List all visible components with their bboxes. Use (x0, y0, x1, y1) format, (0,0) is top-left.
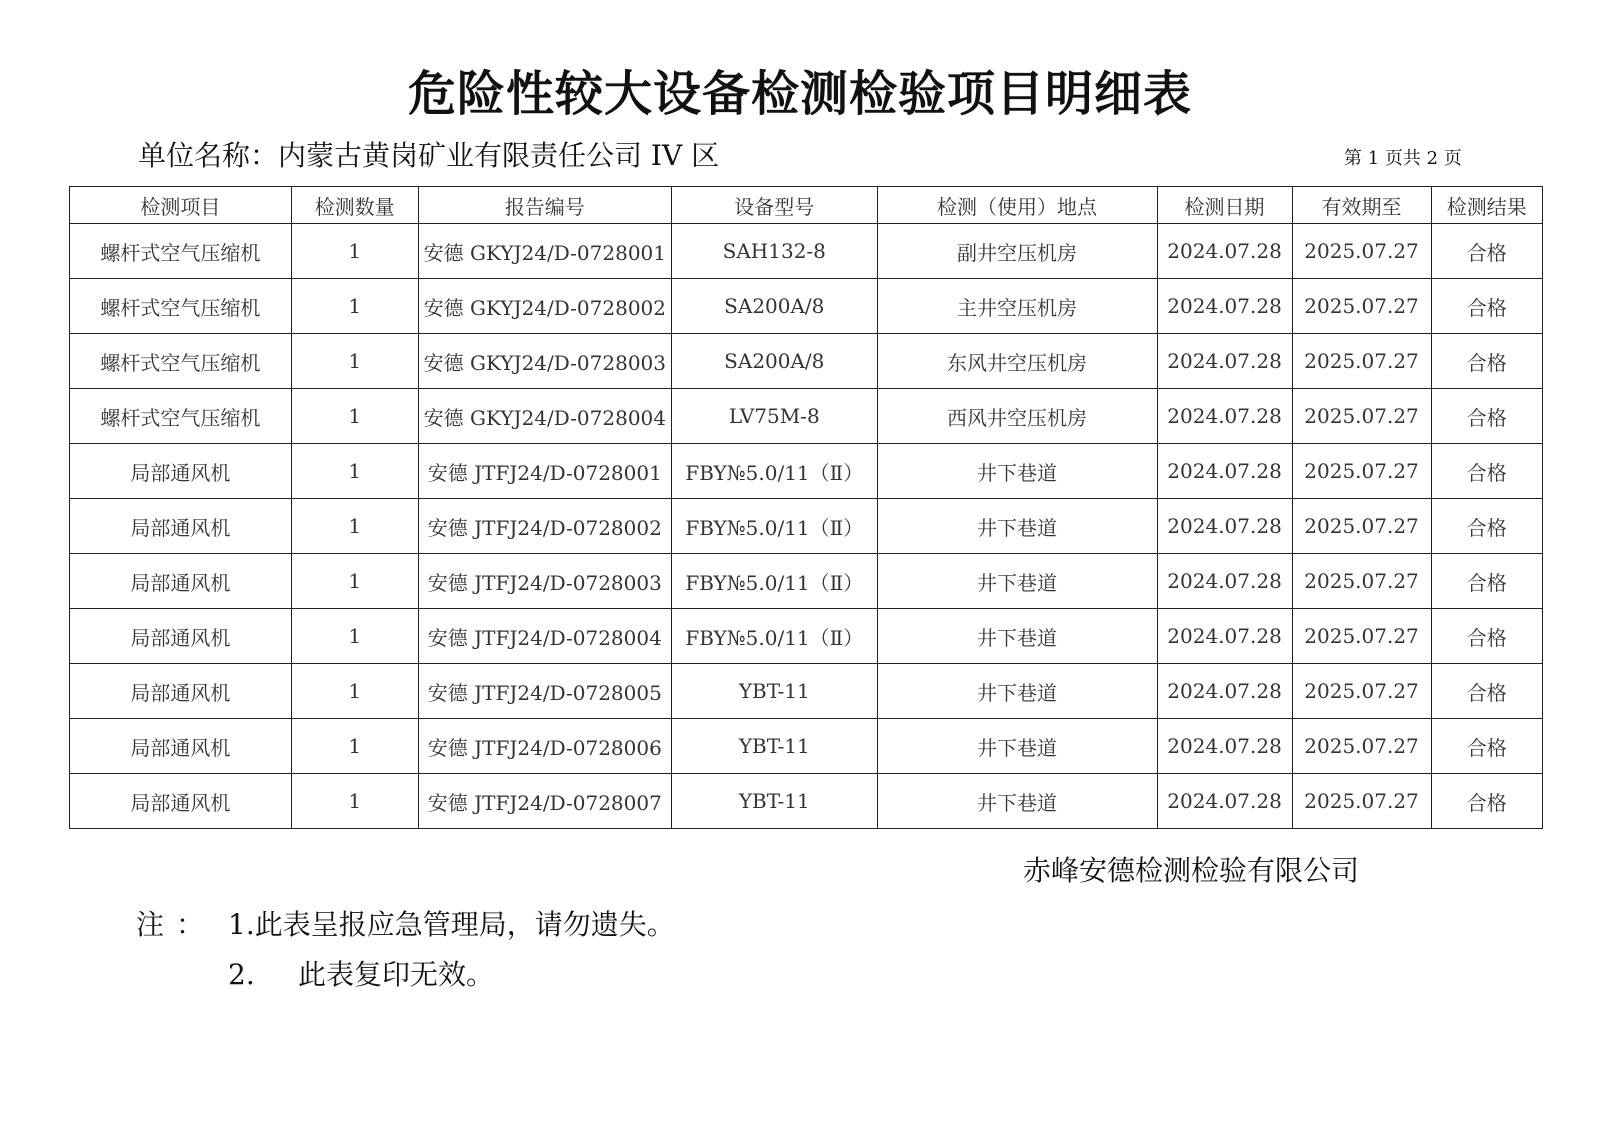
cell-quantity: 1 (291, 279, 418, 334)
table-row (70, 609, 1543, 664)
cell-report-number: 安德 JTFJ24/D-0728002 (418, 499, 672, 554)
cell-item: 局部通风机 (70, 499, 292, 554)
cell-report-number: 安德 JTFJ24/D-0728003 (418, 554, 672, 609)
cell-equipment-model: YBT-11 (672, 664, 877, 719)
cell-item: 局部通风机 (70, 664, 292, 719)
table-row (70, 774, 1543, 829)
cell-equipment-model: FBY№5.0/11（Ⅱ） (672, 499, 877, 554)
header-result: 检测结果 (1431, 187, 1542, 224)
cell-quantity: 1 (291, 224, 418, 279)
cell-inspection-date: 2024.07.28 (1157, 774, 1292, 829)
header-item: 检测项目 (70, 187, 292, 224)
cell-quantity: 1 (291, 719, 418, 774)
cell-inspection-date: 2024.07.28 (1157, 389, 1292, 444)
cell-quantity: 1 (291, 609, 418, 664)
cell-report-number: 安德 GKYJ24/D-0728004 (418, 389, 672, 444)
cell-item: 螺杆式空气压缩机 (70, 334, 292, 389)
cell-inspection-date: 2024.07.28 (1157, 334, 1292, 389)
cell-item: 局部通风机 (70, 444, 292, 499)
cell-inspection-date: 2024.07.28 (1157, 279, 1292, 334)
cell-quantity: 1 (291, 334, 418, 389)
cell-location: 西风井空压机房 (877, 389, 1157, 444)
cell-inspection-date: 2024.07.28 (1157, 499, 1292, 554)
table-header-row (70, 187, 1543, 224)
cell-result: 合格 (1431, 774, 1542, 829)
table-row (70, 279, 1543, 334)
cell-equipment-model: SA200A/8 (672, 279, 877, 334)
cell-result: 合格 (1431, 224, 1542, 279)
header-quantity: 检测数量 (291, 187, 418, 224)
cell-inspection-date: 2024.07.28 (1157, 554, 1292, 609)
note-item-1: 1.此表呈报应急管理局，请勿遗失。 (228, 908, 675, 941)
cell-inspection-date: 2024.07.28 (1157, 664, 1292, 719)
cell-report-number: 安德 GKYJ24/D-0728002 (418, 279, 672, 334)
cell-result: 合格 (1431, 334, 1542, 389)
cell-valid-until: 2025.07.27 (1292, 444, 1431, 499)
cell-quantity: 1 (291, 664, 418, 719)
cell-result: 合格 (1431, 389, 1542, 444)
cell-location: 井下巷道 (877, 664, 1157, 719)
cell-quantity: 1 (291, 499, 418, 554)
table-row (70, 554, 1543, 609)
cell-item: 螺杆式空气压缩机 (70, 224, 292, 279)
cell-quantity: 1 (291, 554, 418, 609)
unit-name-label: 单位名称： (138, 139, 279, 172)
cell-result: 合格 (1431, 609, 1542, 664)
issuing-company: 赤峰安德检测检验有限公司 (1023, 854, 1360, 887)
cell-inspection-date: 2024.07.28 (1157, 444, 1292, 499)
cell-valid-until: 2025.07.27 (1292, 554, 1431, 609)
unit-name-value: 内蒙古黄岗矿业有限责任公司 IV 区 (278, 139, 720, 172)
cell-location: 主井空压机房 (877, 279, 1157, 334)
cell-equipment-model: FBY№5.0/11（Ⅱ） (672, 444, 877, 499)
cell-location: 井下巷道 (877, 499, 1157, 554)
cell-result: 合格 (1431, 554, 1542, 609)
cell-report-number: 安德 JTFJ24/D-0728007 (418, 774, 672, 829)
table-row (70, 444, 1543, 499)
cell-quantity: 1 (291, 774, 418, 829)
cell-equipment-model: FBY№5.0/11（Ⅱ） (672, 554, 877, 609)
header-equipment-model: 设备型号 (672, 187, 877, 224)
cell-valid-until: 2025.07.27 (1292, 609, 1431, 664)
cell-report-number: 安德 GKYJ24/D-0728003 (418, 334, 672, 389)
page-title: 危险性较大设备检测检验项目明细表 (407, 66, 1192, 122)
cell-valid-until: 2025.07.27 (1292, 719, 1431, 774)
table-row (70, 224, 1543, 279)
cell-inspection-date: 2024.07.28 (1157, 224, 1292, 279)
cell-valid-until: 2025.07.27 (1292, 334, 1431, 389)
cell-report-number: 安德 GKYJ24/D-0728001 (418, 224, 672, 279)
cell-result: 合格 (1431, 719, 1542, 774)
note-item-2-text: 此表复印无效。 (298, 958, 495, 991)
header-valid-until: 有效期至 (1292, 187, 1431, 224)
unit-name-line (138, 136, 719, 176)
cell-valid-until: 2025.07.27 (1292, 279, 1431, 334)
cell-result: 合格 (1431, 499, 1542, 554)
cell-equipment-model: SAH132-8 (672, 224, 877, 279)
cell-report-number: 安德 JTFJ24/D-0728005 (418, 664, 672, 719)
cell-inspection-date: 2024.07.28 (1157, 609, 1292, 664)
cell-location: 井下巷道 (877, 609, 1157, 664)
table-row (70, 664, 1543, 719)
cell-equipment-model: LV75M-8 (672, 389, 877, 444)
cell-equipment-model: YBT-11 (672, 774, 877, 829)
cell-item: 局部通风机 (70, 774, 292, 829)
cell-result: 合格 (1431, 444, 1542, 499)
cell-location: 东风井空压机房 (877, 334, 1157, 389)
cell-equipment-model: YBT-11 (672, 719, 877, 774)
notes-label: 注 (136, 908, 165, 941)
cell-item: 局部通风机 (70, 719, 292, 774)
cell-item: 螺杆式空气压缩机 (70, 279, 292, 334)
header-inspection-date: 检测日期 (1157, 187, 1292, 224)
cell-item: 局部通风机 (70, 554, 292, 609)
inspection-detail-table (69, 186, 1543, 829)
cell-quantity: 1 (291, 444, 418, 499)
cell-equipment-model: SA200A/8 (672, 334, 877, 389)
note-item-2-number: 2. (228, 958, 255, 991)
cell-location: 副井空压机房 (877, 224, 1157, 279)
cell-item: 螺杆式空气压缩机 (70, 389, 292, 444)
table-row (70, 334, 1543, 389)
cell-location: 井下巷道 (877, 554, 1157, 609)
table-row (70, 719, 1543, 774)
cell-equipment-model: FBY№5.0/11（Ⅱ） (672, 609, 877, 664)
cell-valid-until: 2025.07.27 (1292, 389, 1431, 444)
cell-location: 井下巷道 (877, 719, 1157, 774)
cell-valid-until: 2025.07.27 (1292, 774, 1431, 829)
cell-result: 合格 (1431, 279, 1542, 334)
cell-item: 局部通风机 (70, 609, 292, 664)
notes-colon: ： (176, 908, 205, 941)
cell-valid-until: 2025.07.27 (1292, 499, 1431, 554)
cell-report-number: 安德 JTFJ24/D-0728001 (418, 444, 672, 499)
page-number: 第 1 页共 2 页 (1344, 148, 1462, 169)
header-report-number: 报告编号 (418, 187, 672, 224)
cell-valid-until: 2025.07.27 (1292, 664, 1431, 719)
cell-inspection-date: 2024.07.28 (1157, 719, 1292, 774)
header-location: 检测（使用）地点 (877, 187, 1157, 224)
cell-report-number: 安德 JTFJ24/D-0728004 (418, 609, 672, 664)
cell-valid-until: 2025.07.27 (1292, 224, 1431, 279)
cell-quantity: 1 (291, 389, 418, 444)
table-row (70, 389, 1543, 444)
cell-location: 井下巷道 (877, 774, 1157, 829)
cell-report-number: 安德 JTFJ24/D-0728006 (418, 719, 672, 774)
table-row (70, 499, 1543, 554)
cell-location: 井下巷道 (877, 444, 1157, 499)
cell-result: 合格 (1431, 664, 1542, 719)
